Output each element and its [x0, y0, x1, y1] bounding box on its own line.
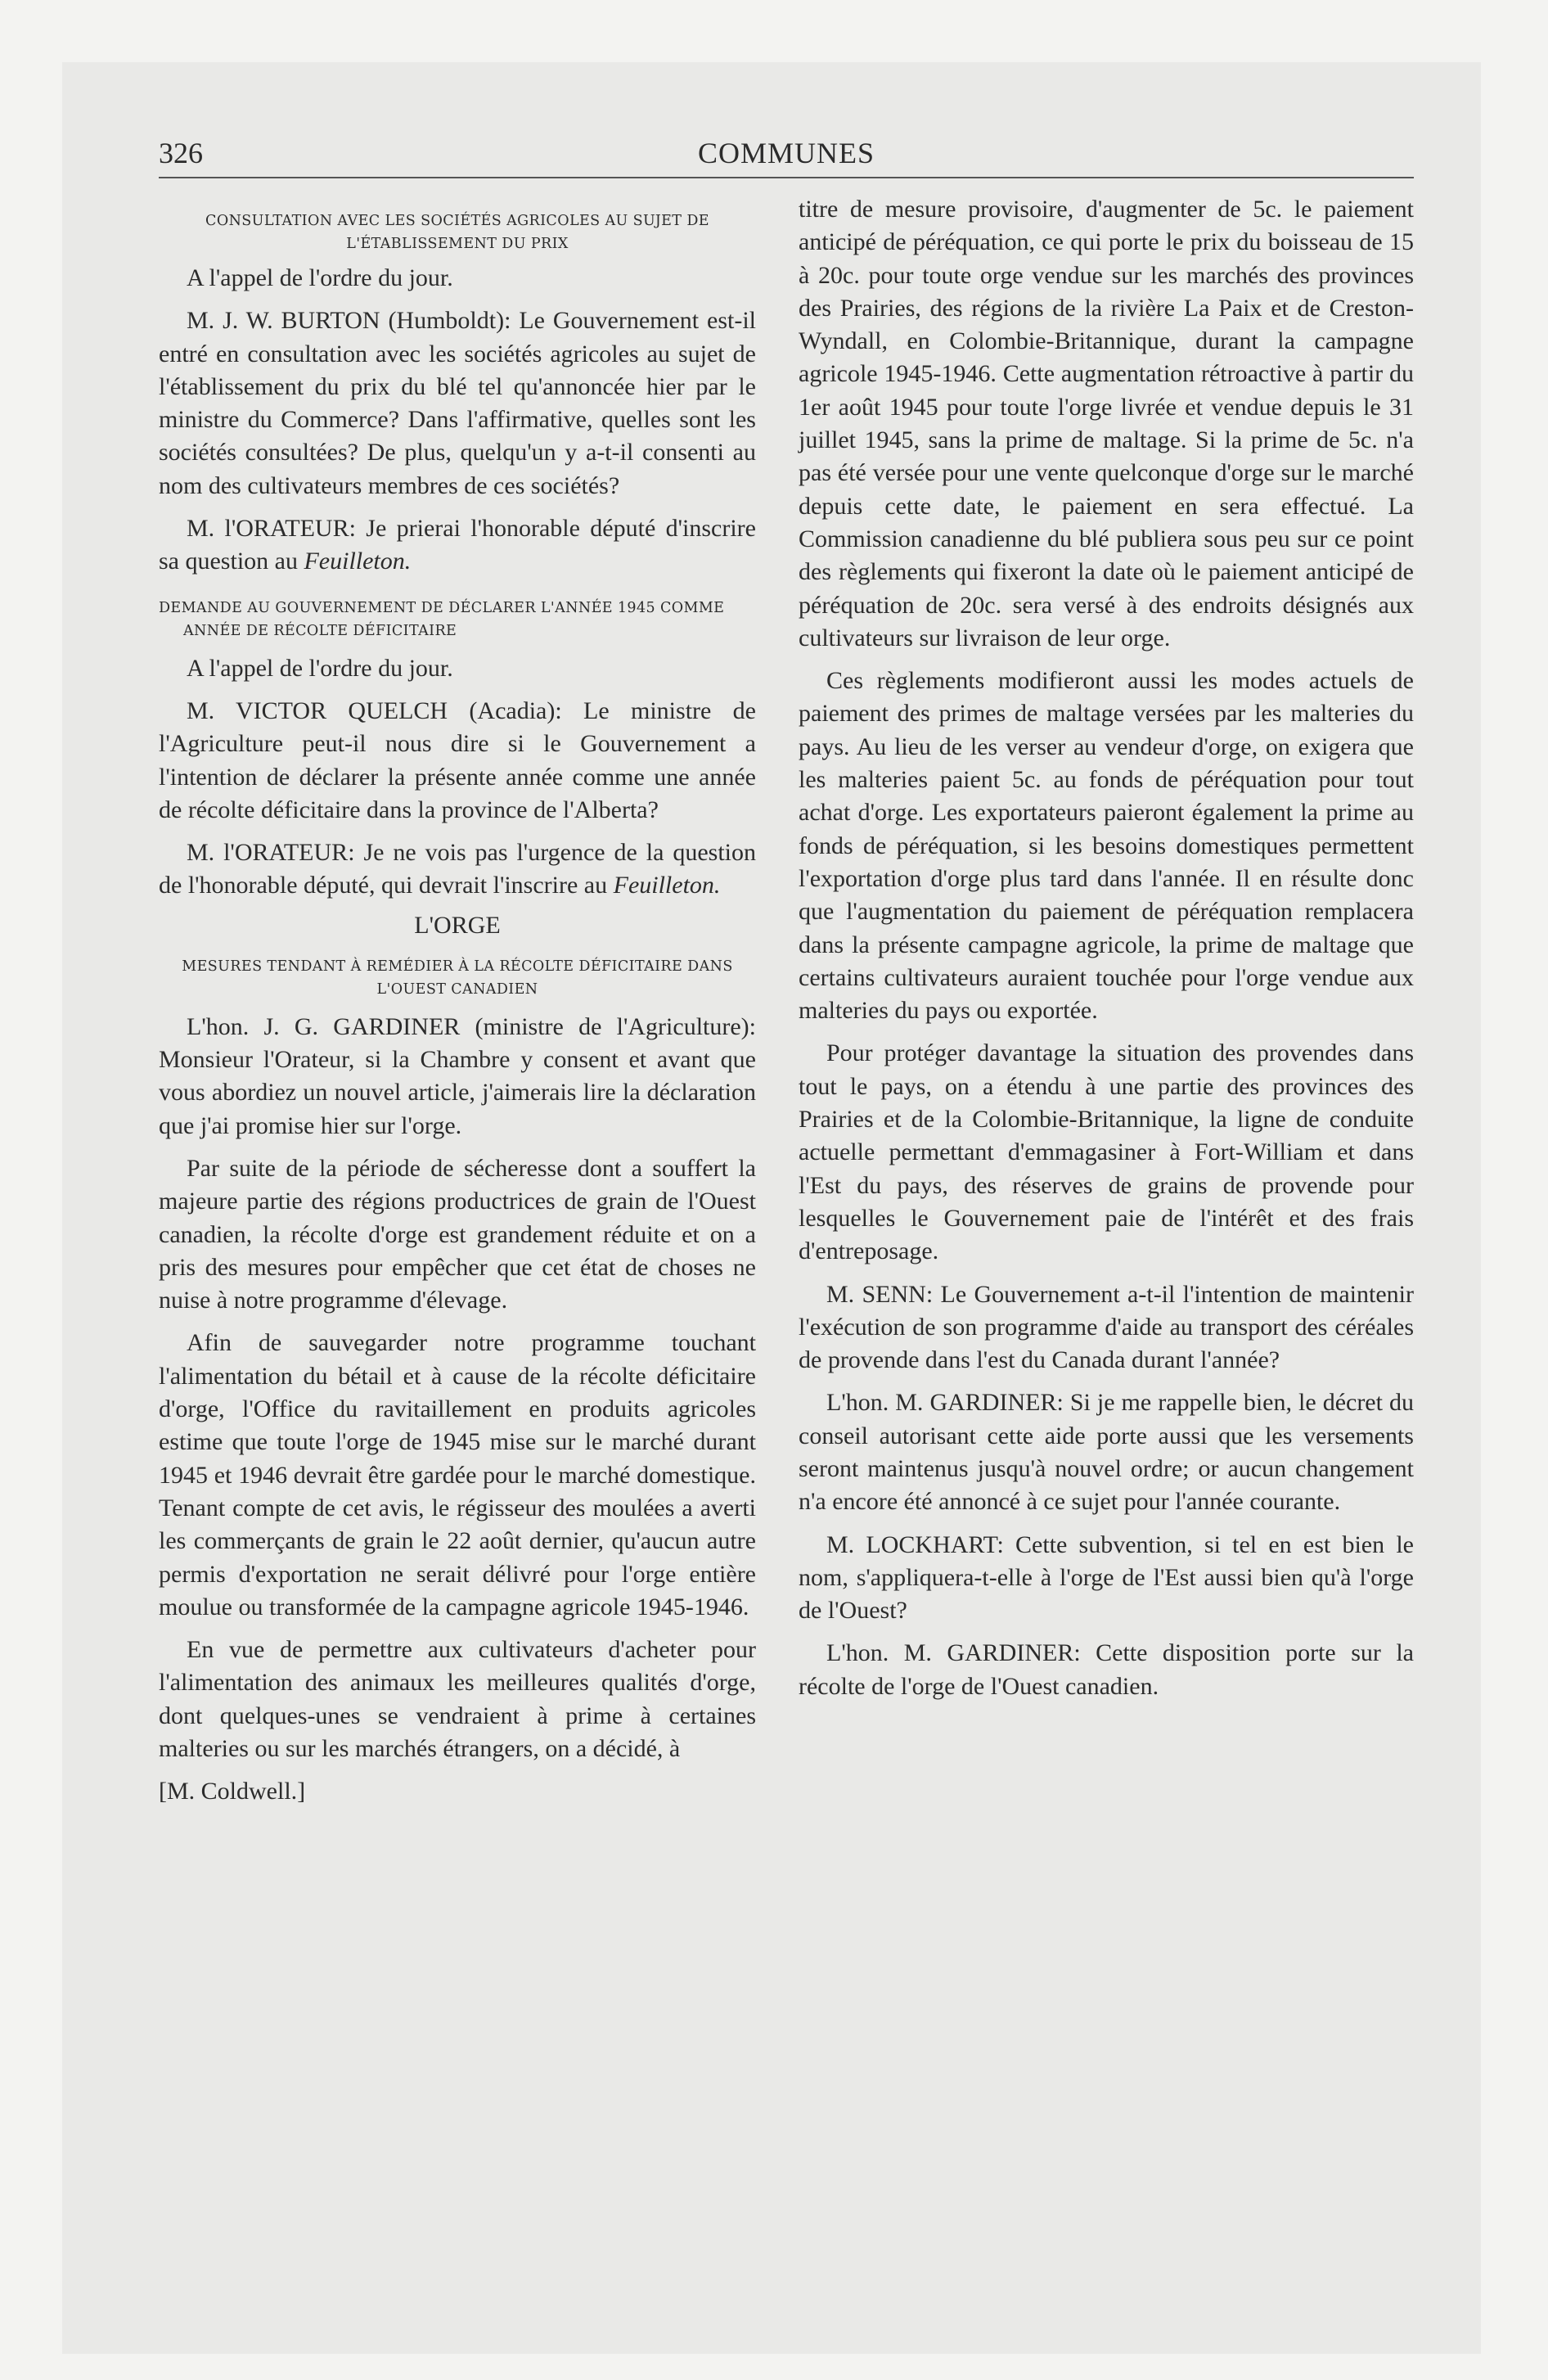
lockhart-question [799, 1529, 1414, 1628]
paragraph-permettre: En vue de permettre aux cultivateurs d'acheter pour l'alimentation des animaux les meilleures qualités d'orge, dont quelques-unes se vendraient à prime à certaines malteries ou sur les marchés étrangers, on a décidé, à [159, 1636, 756, 1762]
footer-note: [M. Coldwell.] [159, 1778, 306, 1805]
feuilleton-italic: Feuilleton. [304, 548, 412, 575]
speaker-reply-1 [159, 512, 756, 579]
paragraph-proteger: Pour protéger davantage la situation des provendes dans tout le pays, on a étendu à une partie des provinces des Prairies et de la Colombie-Britannique, la ligne de conduite actuelle permettant d'emmagasiner à Fort-William et dans l'Est du pays, des réserves de grains de provende pour lesquelles le Gouvernement paie de l'intérêt et des frais d'entreposage. [799, 1039, 1414, 1265]
speaker-reply-2 [159, 836, 756, 903]
speaker-name: M. J. W. BURTON [187, 307, 380, 335]
speaker-name: M. LOCKHART [826, 1530, 997, 1558]
left-column [159, 193, 756, 1809]
speaker-name: L'hon. M. GARDINER [826, 1389, 1057, 1417]
speech-text: : Si je me rappelle bien, le décret du conseil autorisant cette aide porte aussi que les versements seront maintenus jusqu'à nouvel ordre; or aucun changement n'a encore été annoncé à ce sujet pour l'année courante. [799, 1389, 1414, 1516]
speech-text: : Le Gouvernement a-t-il l'intention de maintenir l'exécution de son programme d'aide au transport des céréales de provende dans l'est du Canada durant l'année? [799, 1280, 1414, 1374]
feuilleton-italic: Feuilleton. [613, 872, 721, 899]
speaker-name: M. l'ORATEUR [187, 839, 349, 867]
gardiner-reply-2 [799, 1637, 1414, 1703]
running-head: COMMUNES [697, 137, 875, 169]
right-column [799, 193, 1414, 1703]
page-number: 326 [159, 137, 203, 169]
section-heading-demande: DEMANDE AU GOUVERNEMENT DE DÉCLARER L'ANNÉE 1945 COMME ANNÉE DE RÉCOLTE DÉFICITAIRE [159, 599, 725, 639]
page-header [159, 136, 1414, 172]
section-title-orge: L'ORGE [414, 911, 501, 939]
speech-text: (ministre de l'Agriculture): Monsieur l'Orateur, si la Chambre y consent et avant que vous abordiez un nouvel article, j'aimerais lire la déclaration que j'ai promise hier sur l'orge. [159, 1012, 756, 1139]
speech-text: : Je prierai l'honorable député d'inscrire sa question au [159, 515, 756, 575]
order-of-day-1: A l'appel de l'ordre du jour. [187, 264, 453, 291]
paragraph-continued: titre de mesure provisoire, d'augmenter de 5c. le paiement anticipé de péréquation, ce qui porte le prix du boisseau de 15 à 20c. pour toute orge vendue sur les marchés des provinces des Prairies, des régions de la rivière La Paix et de Creston-Wyndall, en Colombie-Britannique, durant la campagne agricole 1945-1946. Cette augmentation rétroactive à partir du 1er août 1945 pour toute l'orge livrée et vendue depuis le 31 juillet 1945, sans la prime de maltage. Si la prime de 5c. n'a pas été versée pour une vente quelconque d'orge sur le marché depuis cette date, le paiement en sera effectué. La Commission canadienne du blé publiera sous peu sur ce point des règlements qui fixeront la date où le paiement anticipé de péréquation de 20c. sera versé à des endroits désignés aux cultivateurs sur livraison de leur orge. [799, 196, 1414, 651]
speaker-name: M. l'ORATEUR [187, 515, 349, 543]
speech-text: : Cette disposition porte sur la récolte de l'orge de l'Ouest canadien. [799, 1639, 1414, 1700]
speaker-name: L'hon. M. GARDINER [826, 1639, 1074, 1667]
paragraph-secheresse: Par suite de la période de sécheresse dont a souffert la majeure partie des régions productrices de grain de l'Ouest canadien, la récolte d'orge est grandement réduite et on a pris des mesures pour empêcher que cet état de choses ne nuise à notre programme d'élevage. [159, 1154, 756, 1314]
order-of-day-2: A l'appel de l'ordre du jour. [187, 654, 453, 682]
speech-text: (Acadia): Le ministre de l'Agriculture peut-il nous dire si le Gouvernement a l'intention de déclarer la présente année comme une année de récolte déficitaire dans la province de l'Alberta? [159, 696, 756, 823]
burton-question [159, 304, 756, 503]
gardiner-reply-1 [799, 1386, 1414, 1518]
header-rule [159, 177, 1414, 178]
paragraph-reglements: Ces règlements modifieront aussi les modes actuels de paiement des primes de maltage versées par les malteries du pays. Au lieu de les verser au vendeur d'orge, on exigera que les malteries paient 5c. au fonds de péréquation pour tout achat d'orge. Les exportateurs paieront également la prime au fonds de péréquation, si les besoins domestiques permettent l'exportation d'orge plus tard dans l'année. Il en résulte donc que l'augmentation du paiement de péréquation remplacera dans la présente campagne agricole, la prime de maltage que certains cultivateurs auraient touchée pour l'orge vendue aux malteries du pays ou exportée. [799, 667, 1414, 1025]
paragraph-sauvegarder: Afin de sauvegarder notre programme touchant l'alimentation du bétail et à cause de la récolte déficitaire d'orge, l'Office du ravitaillement en produits agricoles estime que toute l'orge de 1945 mise sur le marché durant 1945 et 1946 devrait être gardée pour le marché domestique. Tenant compte de cet avis, le régisseur des moulées a averti les commerçants de grain le 22 août dernier, qu'aucun autre permis d'exportation ne serait délivré pour l'orge entière moulue ou transformée de la campagne agricole 1945-1946. [159, 1329, 756, 1620]
section-heading-mesures: MESURES TENDANT À REMÉDIER À LA RÉCOLTE DÉFICITAIRE DANS L'OUEST CANADIEN [182, 958, 733, 998]
section-heading-consultation: CONSULTATION AVEC LES SOCIÉTÉS AGRICOLES AU SUJET DE L'ÉTABLISSEMENT DU PRIX [205, 213, 709, 252]
speaker-name: M. SENN [826, 1280, 926, 1308]
quelch-question [159, 695, 756, 827]
speech-text: : Je ne vois pas l'urgence de la question de l'honorable député, qui devrait l'inscrire au [159, 839, 756, 899]
speaker-name: M. VICTOR QUELCH [187, 696, 448, 724]
speech-text: (Humboldt): Le Gouvernement est-il entré en consultation avec les sociétés agricoles au sujet de l'établissement du prix du blé tel qu'annoncée hier par le ministre du Commerce? Dans l'affirmative, quelles sont les sociétés consultées? De plus, quelqu'un y a-t-il consenti au nom des cultivateurs membres de ces sociétés? [159, 307, 756, 499]
senn-question [799, 1278, 1414, 1377]
speaker-name: L'hon. J. G. GARDINER [187, 1012, 461, 1040]
speech-text: : Cette subvention, si tel en est bien le nom, s'appliquera-t-elle à l'orge de l'Est aussi bien qu'à l'orge de l'Ouest? [799, 1530, 1414, 1625]
gardiner-statement [159, 1011, 756, 1143]
